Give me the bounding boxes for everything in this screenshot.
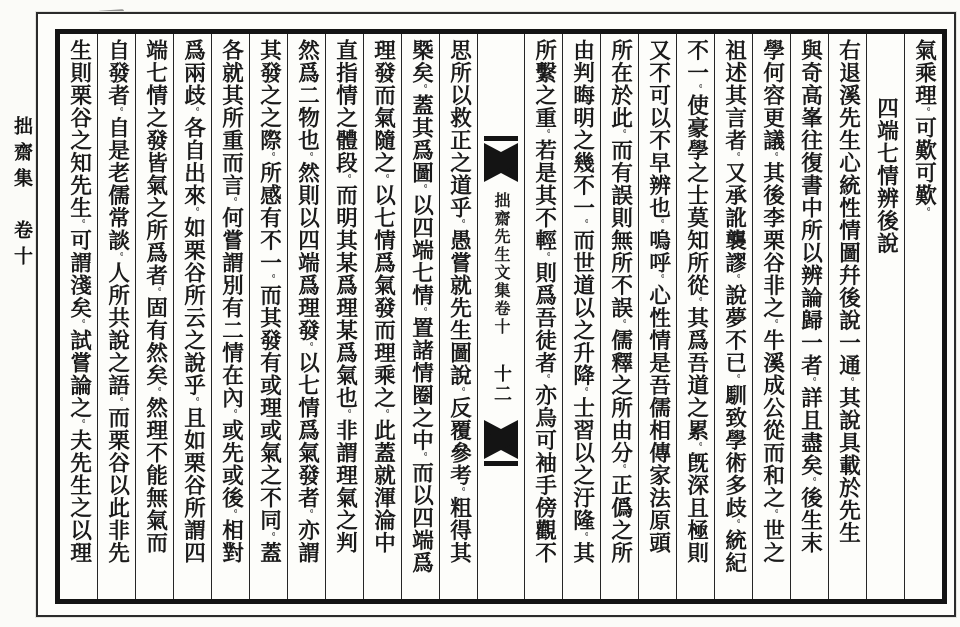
text-column xyxy=(97,34,135,599)
text-column xyxy=(287,34,325,599)
text-column xyxy=(790,34,828,599)
text-column xyxy=(325,34,363,599)
fish-tail-ornament-top xyxy=(484,136,518,182)
column-text: 生則栗谷之知先生。可謂淺矣。試嘗論之。夫先生之以理 xyxy=(66,39,92,564)
column-text: 祖述其言者。又承訛襲謬。說夢不已。馴致學術多歧。統紀 xyxy=(721,39,747,574)
column-text: 又不可以不早辨也。嗚呼。心性情是吾儒相傳家法原頭 xyxy=(645,39,671,554)
column-text: 槩矣。蓋其爲圖。以四端七情。置諸情圈之中。而以四端爲 xyxy=(408,39,434,574)
text-column xyxy=(676,34,714,599)
column-text: 思所以救正之道乎。愚嘗就先生圖說。反覆參考。粗得其 xyxy=(446,39,472,564)
column-text: 所繫之重。若是其不輕。則爲吾徒者。亦烏可袖手傍觀不 xyxy=(531,39,557,564)
column-text: 直指情之體段。而明其某爲理某爲氣也。非謂理氣之判 xyxy=(332,39,358,554)
column-area xyxy=(60,34,942,599)
column-text: 與奇高峯往復書中所以辨論歸一者。詳且盡矣。後生末 xyxy=(797,39,823,554)
column-text: 理發而氣隨之。以七情爲氣發而理乘之。此蓋就渾淪中 xyxy=(370,39,396,554)
column-text: 端七情之發皆氣之所爲者。固有然矣。然理不能無氣而 xyxy=(142,39,168,554)
column-text: 自發者。自是老儒常談。人所共說之語。而栗谷以此非先 xyxy=(104,39,130,564)
text-column xyxy=(638,34,676,599)
section-title: 四端七情辨後說 xyxy=(873,97,899,255)
text-column xyxy=(714,34,752,599)
text-column xyxy=(439,34,477,599)
text-column xyxy=(904,34,942,599)
margin-volume-label: 拙齋集 卷十 xyxy=(11,116,33,272)
column-text: 氣乘理。可歎可歎。 xyxy=(911,39,937,217)
column-text: 各就其所重而言。何嘗謂別有二情在內。或先或後。相對 xyxy=(218,39,244,564)
text-column xyxy=(600,34,638,599)
section-title-column xyxy=(866,34,904,599)
column-text: 不一。使豪學之士莫知所從。其爲吾道之累。旣深且極則 xyxy=(683,39,709,564)
column-text: 學何容更議。其後李栗谷非之。牛溪成公從而和之。世之 xyxy=(759,39,785,564)
text-column xyxy=(562,34,600,599)
page-number: 十二 xyxy=(491,364,513,404)
fish-tail-ornament-bottom xyxy=(484,420,518,466)
text-frame xyxy=(55,29,947,604)
page-sheet xyxy=(36,12,956,617)
text-column xyxy=(135,34,173,599)
column-text: 然爲二物也。然則以四端爲理發。以七情爲氣發者。亦謂 xyxy=(294,39,320,564)
column-text: 其發之之際。所感有不一。而其發有或理或氣之不同。蓋 xyxy=(256,39,282,564)
column-text: 右退溪先生心統性情圖幷後說一通。其說具載於先生 xyxy=(835,39,861,544)
text-column xyxy=(60,34,97,599)
text-column xyxy=(363,34,401,599)
text-column xyxy=(524,34,562,599)
book-title: 拙齋先生文集卷十 xyxy=(492,192,512,336)
text-column xyxy=(249,34,287,599)
column-text: 爲兩歧。各自出來。如栗谷所云之說乎。且如栗谷所謂四 xyxy=(180,39,206,564)
text-column xyxy=(211,34,249,599)
column-text: 由判晦明之幾不一。而世道以之升降。士習以之汙隆。其 xyxy=(569,39,595,564)
text-column xyxy=(173,34,211,599)
center-fold-column xyxy=(477,34,524,599)
text-column xyxy=(401,34,439,599)
text-column xyxy=(752,34,790,599)
column-text: 所在於此。而有誤則無所不誤。儒釋之所由分。正僞之所 xyxy=(607,39,633,564)
text-column xyxy=(828,34,866,599)
